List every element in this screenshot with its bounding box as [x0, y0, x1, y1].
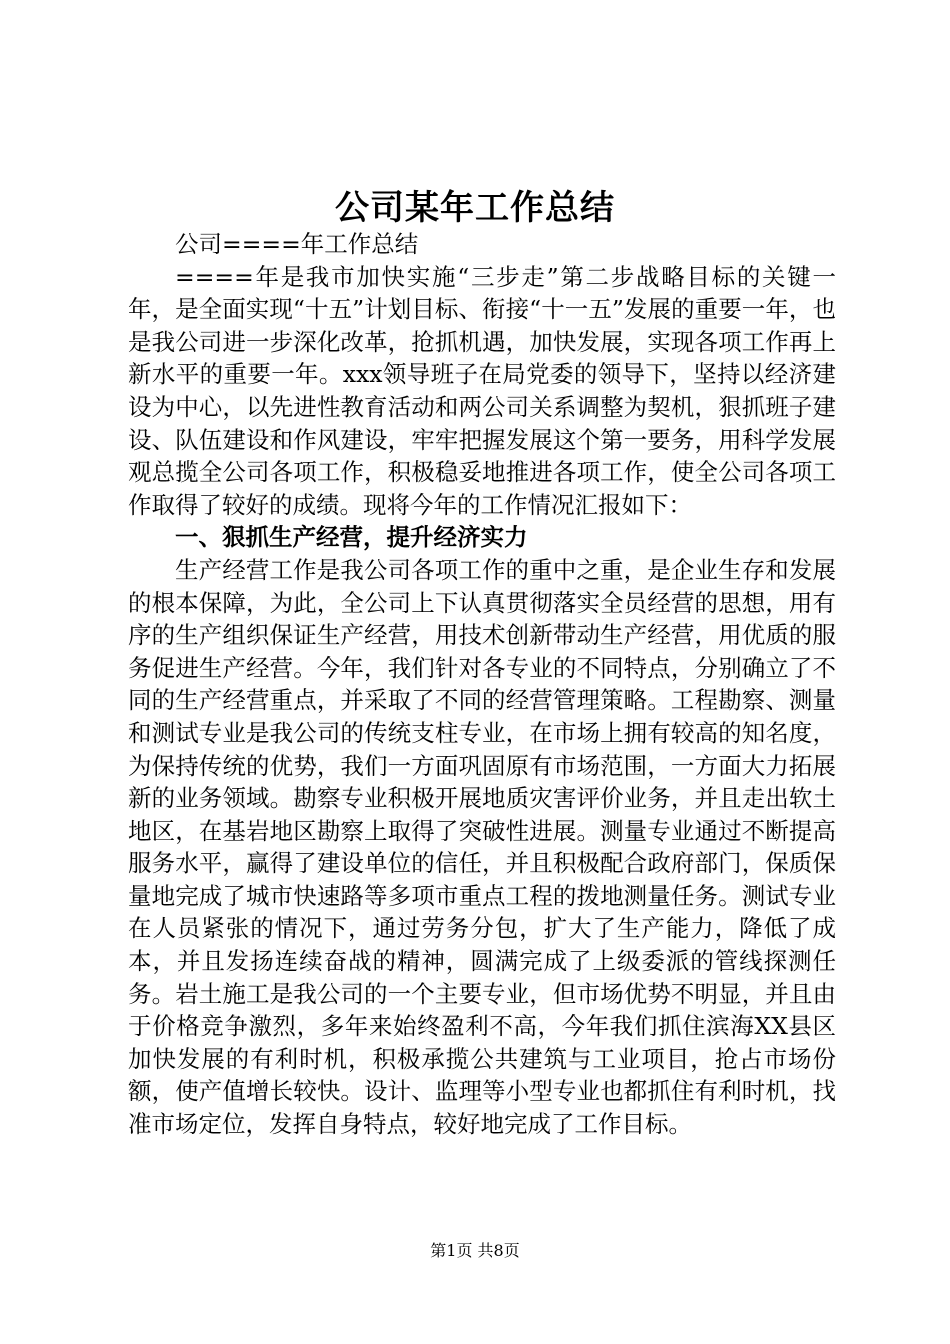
page-footer: 第1页 共8页: [430, 1241, 520, 1260]
document-body: [128, 228, 836, 1141]
subtitle-paragraph: 公司====年工作总结: [175, 230, 419, 258]
section-heading: 一、狠抓生产经营，提升经济实力: [175, 523, 528, 552]
document-title: 公司某年工作总结: [335, 188, 615, 228]
intro-paragraph: ====年是我市加快实施“三步走”第二步战略目标的关键一年，是全面实现“十五”计划目标、衔接“十一五”发展的重要一年，也是我公司进一步深化改革，抢抓机遇，加快发展，实现各项工作再上新水平的重要一年。xxx领导班子在局党委的领导下，坚持以经济建设为中心，以先进性教育活动和两公司关系调整为契机，狠抓班子建设、队伍建设和作风建设，牢牢把握发展这个第一要务，用科学发展观总揽全公司各项工作，积极稳妥地推进各项工作，使全公司各项工作取得了较好的成绩。现将今年的工作情况汇报如下：: [128, 262, 836, 519]
section-body-paragraph: 生产经营工作是我公司各项工作的重中之重，是企业生存和发展的根本保障，为此，全公司上下认真贯彻落实全员经营的思想，用有序的生产组织保证生产经营，用技术创新带动生产经营，用优质的服务促进生产经营。今年，我们针对各专业的不同特点，分别确立了不同的生产经营重点，并采取了不同的经营管理策略。工程勘察、测量和测试专业是我公司的传统支柱专业，在市场上拥有较高的知名度，为保持传统的优势，我们一方面巩固原有市场范围，一方面大力拓展新的业务领域。勘察专业积极开展地质灾害评价业务，并且走出软土地区，在基岩地区勘察上取得了突破性进展。测量专业通过不断提高服务水平，赢得了建设单位的信任，并且积极配合政府部门，保质保量地完成了城市快速路等多项市重点工程的拨地测量任务。测试专业在人员紧张的情况下，通过劳务分包，扩大了生产能力，降低了成本，并且发扬连续奋战的精神，圆满完成了上级委派的管线探测任务。岩土施工是我公司的一个主要专业，但市场优势不明显，并且由于价格竞争激烈，多年来始终盈利不高，今年我们抓住滨海XX县区加快发展的有利时机，积极承揽公共建筑与工业项目，抢占市场份额，使产值增长较快。设计、监理等小型专业也都抓住有利时机，找准市场定位，发挥自身特点，较好地完成了工作目标。: [128, 555, 836, 1139]
